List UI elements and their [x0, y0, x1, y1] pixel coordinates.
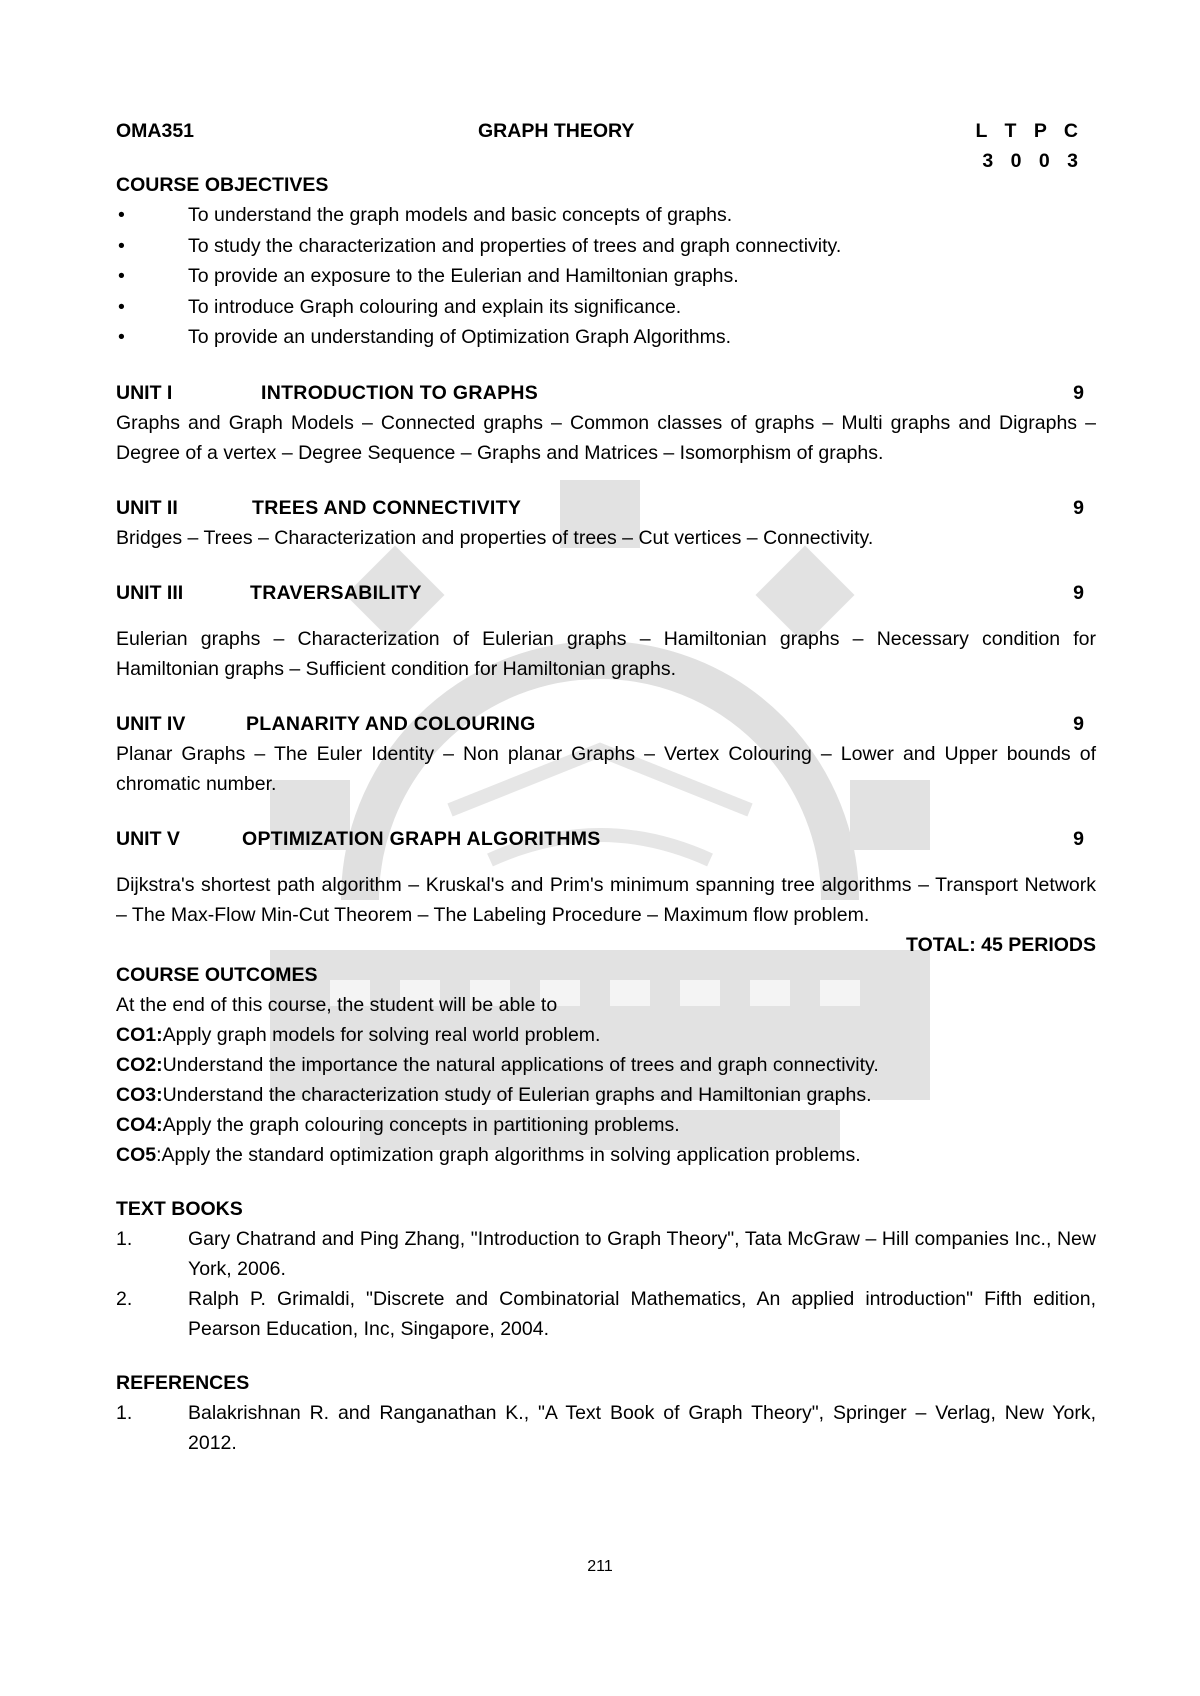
outcome-item: [116, 1080, 1096, 1110]
objective-item: • To provide an exposure to the Eulerian and Hamiltonian graphs.: [116, 261, 1096, 292]
unit-title: PLANARITY AND COLOURING: [246, 712, 536, 735]
spacer: [116, 608, 1096, 624]
unit-title: OPTIMIZATION GRAPH ALGORITHMS: [242, 827, 601, 850]
page-number: 211: [587, 1558, 613, 1575]
textbooks-heading: TEXT BOOKS: [116, 1197, 243, 1220]
outcome-text: :Apply the standard optimization graph algorithms in solving application problems.: [156, 1143, 861, 1166]
unit-number: UNIT I: [116, 381, 173, 404]
textbook-citation: Gary Chatrand and Ping Zhang, "Introduction to Graph Theory", Tata McGraw – Hill companies Inc., New York, 2006.: [188, 1227, 1096, 1280]
unit-title: TREES AND CONNECTIVITY: [252, 496, 522, 519]
unit-title: TRAVERSABILITY: [250, 581, 422, 604]
unit-hours: 9: [1073, 381, 1084, 404]
references-heading: REFERENCES: [116, 1371, 250, 1394]
unit-hours: 9: [1073, 496, 1084, 519]
unit-heading: [116, 709, 1096, 739]
textbook-item: [116, 1284, 1096, 1344]
textbook-item: [116, 1224, 1096, 1284]
course-code: OMA351: [116, 120, 195, 142]
unit-heading: [116, 824, 1096, 854]
bullet-icon: •: [118, 204, 125, 226]
ltpc-values: 3 0 0 3: [982, 150, 1084, 172]
unit-topics: Graphs and Graph Models – Connected graphs – Common classes of graphs – Multi graphs and Digraphs – Degree of a vertex – Degree Sequence – Graphs and Matrices – Isomorphism of graphs.: [116, 411, 1096, 464]
syllabus-content: [116, 112, 1096, 1458]
unit-section: [116, 709, 1096, 799]
unit-section: [116, 493, 1096, 553]
textbooks-list: [116, 1224, 1096, 1344]
spacer: [116, 1170, 1096, 1194]
unit-hours: 9: [1073, 712, 1084, 735]
bullet-icon: •: [118, 265, 125, 287]
course-header: [116, 112, 1096, 170]
spacer: [116, 854, 1096, 870]
unit-topics: Bridges – Trees – Characterization and properties of trees – Cut vertices – Connectivity.: [116, 526, 874, 549]
unit-hours: 9: [1073, 827, 1084, 850]
unit-hours: 9: [1073, 581, 1084, 604]
outcome-text: Understand the importance the natural applications of trees and graph connectivity.: [162, 1053, 879, 1076]
unit-number: UNIT II: [116, 496, 178, 519]
bullet-icon: •: [118, 326, 125, 348]
reference-citation: Balakrishnan R. and Ranganathan K., "A Text Book of Graph Theory", Springer – Verlag, New York, 2012.: [188, 1401, 1096, 1454]
bullet-icon: •: [118, 234, 125, 257]
unit-number: UNIT III: [116, 581, 184, 604]
textbook-citation: Ralph P. Grimaldi, "Discrete and Combinatorial Mathematics, An applied introduction" Fifth edition, Pearson Education, Inc, Singapore, 2004.: [188, 1287, 1096, 1340]
unit-heading: [116, 378, 1096, 408]
outcome-item: [116, 1020, 1096, 1050]
unit-number: UNIT IV: [116, 712, 186, 735]
bullet-icon: •: [118, 295, 125, 318]
outcome-item: [116, 1050, 1096, 1080]
spacer: [116, 1344, 1096, 1368]
unit-number: UNIT V: [116, 827, 180, 850]
reference-item: [116, 1398, 1096, 1458]
outcomes-heading: COURSE OUTCOMES: [116, 963, 318, 986]
outcome-item: [116, 1140, 1096, 1170]
outcome-code: CO4:: [116, 1113, 163, 1136]
outcome-code: CO3:: [116, 1083, 163, 1106]
outcomes-intro: At the end of this course, the student will be able to: [116, 993, 558, 1016]
unit-section: [116, 824, 1096, 930]
objective-item: • To provide an understanding of Optimization Graph Algorithms.: [116, 322, 1096, 353]
references-list: [116, 1398, 1096, 1458]
outcome-text: Understand the characterization study of Eulerian graphs and Hamiltonian graphs.: [162, 1083, 872, 1106]
outcome-text: Apply graph models for solving real world problem.: [162, 1023, 601, 1046]
unit-topics: Dijkstra's shortest path algorithm – Kruskal's and Prim's minimum spanning tree algorithms – Transport Network – The Max-Flow Min-Cut Theorem – The Labeling Procedure – Maximum flow problem.: [116, 873, 1096, 926]
objective-item: • To understand the graph models and basic concepts of graphs.: [116, 200, 1096, 231]
outcome-code: CO5: [116, 1143, 157, 1166]
item-number: 1.: [116, 1401, 133, 1424]
course-title: GRAPH THEORY: [478, 120, 635, 142]
objective-item: • To introduce Graph colouring and explain its significance.: [116, 292, 1096, 323]
item-number: 2.: [116, 1287, 133, 1310]
unit-topics: Eulerian graphs – Characterization of Eulerian graphs – Hamiltonian graphs – Necessary condition for Hamiltonian graphs – Sufficient condition for Hamiltonian graphs.: [116, 627, 1096, 680]
objectives-list: [116, 200, 1096, 353]
unit-section: [116, 578, 1096, 684]
unit-title: INTRODUCTION TO GRAPHS: [261, 381, 539, 404]
objective-item: • To study the characterization and properties of trees and graph connectivity.: [116, 231, 1096, 262]
total-periods: TOTAL: 45 PERIODS: [906, 933, 1096, 956]
ltpc-labels: L T P C: [975, 120, 1084, 142]
unit-heading: [116, 578, 1096, 608]
unit-heading: [116, 493, 1096, 523]
outcome-item: [116, 1110, 1096, 1140]
unit-topics: Planar Graphs – The Euler Identity – Non planar Graphs – Vertex Colouring – Lower and Upper bounds of chromatic number.: [116, 742, 1096, 795]
outcome-code: CO2:: [116, 1053, 163, 1076]
ltpc-block: [976, 116, 1084, 176]
unit-section: [116, 378, 1096, 468]
objectives-heading: COURSE OBJECTIVES: [116, 174, 329, 196]
outcome-text: Apply the graph colouring concepts in partitioning problems.: [162, 1113, 680, 1136]
outcome-code: CO1:: [116, 1023, 163, 1046]
item-number: 1.: [116, 1227, 133, 1250]
